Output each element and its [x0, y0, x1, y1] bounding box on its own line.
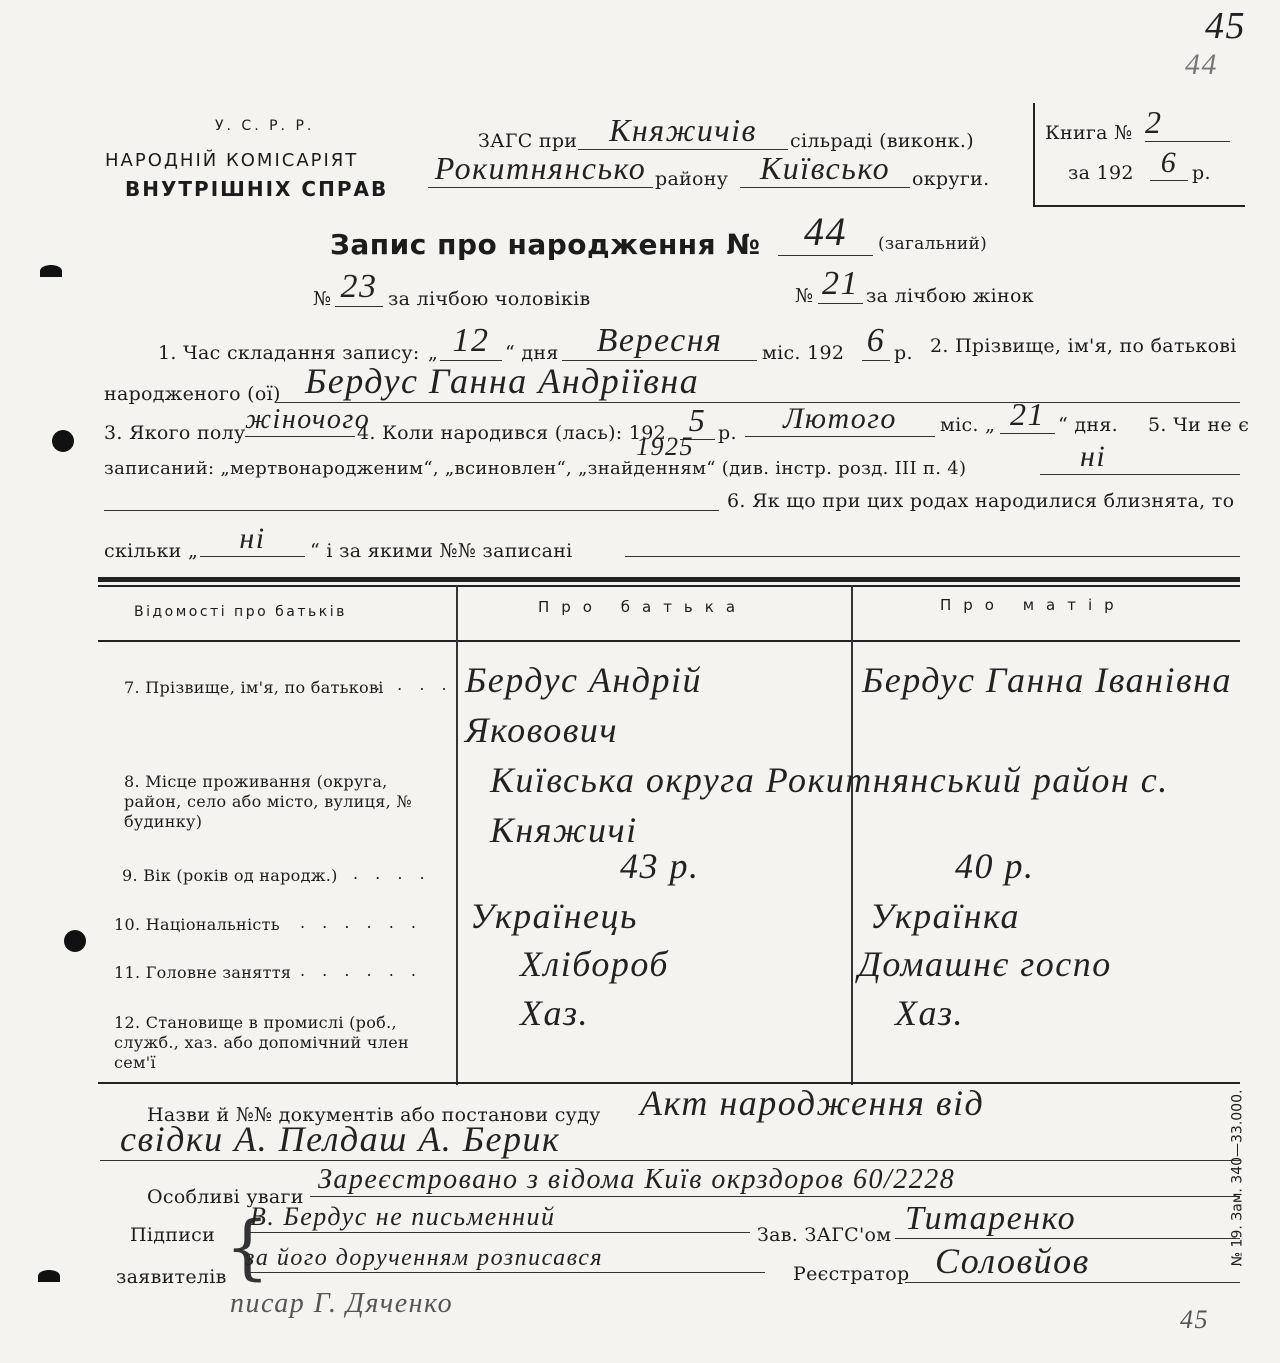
notes-value: Зареєстровано з відома Київ окрздоров 60/2228: [310, 1164, 1240, 1197]
zags-village: Княжичів: [578, 112, 788, 150]
f2-label: 2. Прізвище, ім'я, по батькові: [930, 335, 1237, 357]
mother-nationality: Українка: [870, 896, 1020, 936]
f2-label2: народженого (ої): [104, 383, 281, 405]
registrar-signature: Соловйов: [905, 1240, 1240, 1283]
page-number-second: 44: [1185, 48, 1218, 81]
republic-label: У. С. Р. Р.: [215, 118, 315, 134]
signature-applicant-1: В. Бердус не письменний: [250, 1202, 750, 1233]
row-leader-dots: . . . .: [353, 864, 431, 883]
female-count-label: за лічбою жінок: [866, 285, 1034, 307]
page-number-top: 45: [1205, 5, 1246, 47]
commissariat-line2: ВНУТРІШНІХ СПРАВ: [125, 177, 389, 201]
f4-year-suffix: р.: [718, 422, 737, 444]
f1-day: 12: [440, 322, 502, 361]
row-leader-dots: . . . .: [375, 675, 453, 694]
f4-label: 4. Коли народився (лась): 192: [357, 422, 667, 444]
table-row-label: 11. Головне заняття: [114, 963, 292, 982]
document-number: 44: [778, 208, 873, 256]
zags-head-label: Зав. ЗАГС'ом: [757, 1224, 892, 1246]
f6-value: ні: [200, 522, 305, 557]
zags-okrug-label: округи.: [912, 168, 990, 190]
table-header-father: Про батька: [538, 598, 748, 616]
row-leader-dots: . . . . . .: [300, 961, 422, 980]
male-count-label: за лічбою чоловіків: [388, 288, 591, 310]
mother-status: Хаз.: [895, 993, 965, 1033]
punch-hole: [52, 430, 74, 452]
signature-applicant-3: писар Г. Дяченко: [230, 1288, 454, 1319]
f4-year: 5: [680, 402, 715, 440]
f4-note: 1925: [636, 432, 694, 461]
f2-value: Бердус Ганна Андріївна: [275, 360, 1240, 403]
f1-month: Вересня: [562, 322, 757, 361]
registrar-label: Реєстратор: [793, 1263, 910, 1285]
zags-district-label: району: [655, 168, 729, 190]
f4-day-label: “ дня.: [1058, 414, 1118, 436]
zags-okrug: Київсько: [740, 150, 910, 188]
f1-day-close: “ дня: [505, 342, 559, 364]
f1-day-open: „: [428, 342, 439, 364]
table-top-rule: [98, 577, 1240, 582]
table-top-rule-thin: [98, 585, 1240, 587]
table-header-mother: Про матір: [940, 596, 1126, 614]
book-number: 2: [1145, 104, 1230, 142]
father-nationality: Українець: [470, 896, 638, 936]
f3-value: жіночого: [245, 404, 371, 435]
table-row-label: 10. Національність: [114, 915, 280, 934]
father-status: Хаз.: [520, 993, 590, 1033]
commissariat-line1: НАРОДНІЙ КОМІСАРІЯТ: [105, 150, 359, 171]
documents-value-1: Акт народження від: [640, 1083, 985, 1123]
signature-applicant-2: за його дорученням розписався: [245, 1245, 765, 1273]
f1-year: 6: [862, 322, 890, 361]
table-row-label: 7. Прізвище, ім'я, по батькові: [124, 678, 384, 697]
zags-suffix: сільраді (виконк.): [790, 130, 974, 152]
table-row-label: 12. Становище в промислі (роб., служб., хаз. або допомічний член сем'ї: [114, 1013, 409, 1072]
punch-hole: [38, 1270, 60, 1282]
f5-value: ні: [1040, 440, 1240, 475]
f4-month: Лютого: [745, 402, 935, 437]
f1-label: 1. Час складання запису:: [158, 342, 420, 364]
side-print-number: № 19. Зам. 340—33.000.: [1229, 1089, 1246, 1267]
father-occupation: Хлібороб: [520, 944, 669, 984]
punch-hole: [64, 930, 86, 952]
signatures-label-1: Підписи: [130, 1224, 216, 1246]
f5-continuation-line: [104, 488, 719, 511]
book-label: Книга №: [1045, 122, 1133, 144]
male-count-number: 23: [335, 268, 383, 307]
zags-district: Рокитнянсько: [428, 150, 653, 188]
father-residence: Київська округа Рокитнянський район с. Княжичі: [490, 760, 1169, 850]
f4-month-label: міс. „: [940, 414, 996, 436]
book-year-prefix: за 192: [1068, 162, 1134, 184]
female-count-number: 21: [818, 265, 863, 304]
f4-day: 21: [1000, 396, 1055, 434]
father-age: 43 р.: [620, 846, 700, 886]
title-suffix: (загальний): [878, 234, 988, 254]
book-year-digit: 6: [1150, 146, 1188, 181]
male-count-prefix: №: [313, 288, 332, 310]
f1-year-label: міс. 192: [762, 342, 845, 364]
book-year-suffix: р.: [1192, 162, 1211, 184]
table-row-label: 9. Вік (років од народж.): [122, 866, 338, 885]
signatures-brace: {: [225, 1206, 270, 1288]
document-title: Запис про народження №: [330, 228, 761, 261]
notes-label: Особливі уваги: [147, 1186, 304, 1208]
punch-hole: [40, 265, 62, 277]
female-count-prefix: №: [795, 285, 814, 307]
row-leader-dots: . . . . . .: [300, 913, 422, 932]
mother-name: Бердус Ганна Іванівна: [862, 660, 1232, 700]
table-header-parents: Відомості про батьків: [134, 604, 347, 620]
f5-label: 5. Чи не є: [1148, 414, 1250, 436]
mother-age: 40 р.: [955, 846, 1035, 886]
table-header-rule: [98, 640, 1240, 642]
table-row-label: 8. Місце проживання (округа, район, село або місто, вулиця, № будинку): [124, 772, 412, 831]
documents-label: Назви й №№ документів або постанови суду: [147, 1104, 601, 1126]
father-name: Бердус Андрій Яковович: [465, 660, 702, 750]
zags-head-signature: Титаренко: [895, 1200, 1240, 1239]
page-number-bottom: 45: [1180, 1305, 1209, 1334]
documents-value-2: свідки А. Пелдаш А. Берик: [100, 1118, 1240, 1161]
f3-label: 3. Якого полу: [104, 422, 246, 444]
zags-prefix: ЗАГС при: [478, 130, 578, 152]
mother-occupation: Домашнє госпо: [858, 944, 1112, 984]
table-col-divider-1: [456, 585, 458, 1085]
f5-label2: записаний: „мертвонародженим“, „всиновлен“, „знайденням“ (див. інстр. розд. III п. 4): [104, 458, 967, 479]
signatures-label-2: заявителів: [116, 1266, 227, 1288]
f1-year-suffix: р.: [894, 342, 913, 364]
f6-label2: скільки „: [104, 540, 199, 562]
f6-answer-line: [625, 534, 1240, 557]
f6-label3: “ і за якими №№ записані: [310, 540, 573, 562]
f6-label: 6. Як що при цих родах народилися близнята, то: [727, 490, 1235, 512]
